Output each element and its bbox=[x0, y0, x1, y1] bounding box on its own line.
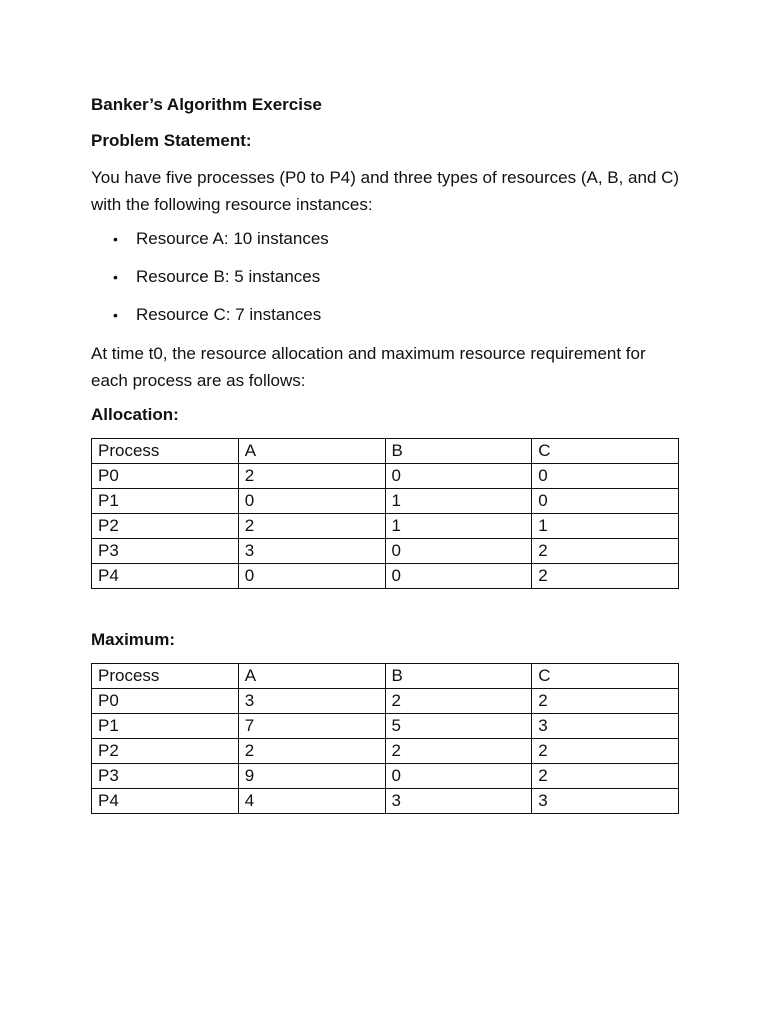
table-row bbox=[92, 689, 679, 714]
spacer bbox=[91, 589, 681, 627]
table-cell: P4 bbox=[92, 789, 239, 814]
table-cell: 2 bbox=[532, 539, 679, 564]
list-item bbox=[91, 264, 681, 290]
table-cell: 2 bbox=[385, 689, 532, 714]
table-cell: 3 bbox=[238, 539, 385, 564]
table-cell: P3 bbox=[92, 539, 239, 564]
table-cell: 7 bbox=[238, 714, 385, 739]
document-title: Banker’s Algorithm Exercise bbox=[91, 95, 322, 114]
table-row bbox=[92, 489, 679, 514]
table-header-cell: A bbox=[238, 664, 385, 689]
maximum-table bbox=[91, 663, 679, 814]
table-cell: P1 bbox=[92, 489, 239, 514]
table-cell: 0 bbox=[385, 464, 532, 489]
table-cell: 2 bbox=[238, 739, 385, 764]
bullet-icon: • bbox=[113, 307, 118, 323]
table-cell: 1 bbox=[532, 514, 679, 539]
table-row bbox=[92, 539, 679, 564]
table-cell: 1 bbox=[385, 489, 532, 514]
table-header-cell: B bbox=[385, 439, 532, 464]
resource-b-text: Resource B: 5 instances bbox=[136, 267, 321, 286]
table-cell: 2 bbox=[532, 564, 679, 589]
maximum-heading: Maximum: bbox=[91, 630, 176, 649]
table-cell: 2 bbox=[532, 739, 679, 764]
table-cell: 3 bbox=[532, 714, 679, 739]
table-cell: 2 bbox=[532, 689, 679, 714]
table-cell: 3 bbox=[238, 689, 385, 714]
table-row bbox=[92, 764, 679, 789]
resource-c-text: Resource C: 7 instances bbox=[136, 305, 322, 324]
table-cell: 4 bbox=[238, 789, 385, 814]
table-cell: 1 bbox=[385, 514, 532, 539]
table-cell: 2 bbox=[385, 739, 532, 764]
table-cell: 5 bbox=[385, 714, 532, 739]
table-cell: 9 bbox=[238, 764, 385, 789]
problem-statement-heading: Problem Statement: bbox=[91, 131, 252, 150]
table-row bbox=[92, 714, 679, 739]
table-cell: P3 bbox=[92, 764, 239, 789]
table-header-cell: C bbox=[532, 439, 679, 464]
table-cell: 3 bbox=[385, 789, 532, 814]
table-cell: P2 bbox=[92, 739, 239, 764]
document-page bbox=[91, 92, 681, 814]
table-row bbox=[92, 739, 679, 764]
table-cell: 2 bbox=[238, 514, 385, 539]
table-header-row bbox=[92, 439, 679, 464]
list-item bbox=[91, 226, 681, 252]
table-header-cell: Process bbox=[92, 664, 239, 689]
table-cell: P0 bbox=[92, 464, 239, 489]
resource-list bbox=[91, 226, 681, 328]
table-cell: 2 bbox=[238, 464, 385, 489]
bullet-icon: • bbox=[113, 269, 118, 285]
table-cell: 0 bbox=[238, 489, 385, 514]
table-cell: 0 bbox=[532, 464, 679, 489]
table-header-cell: B bbox=[385, 664, 532, 689]
allocation-table bbox=[91, 438, 679, 589]
bullet-icon: • bbox=[113, 231, 118, 247]
time-paragraph: At time t0, the resource allocation and maximum resource requirement for each process are as follows: bbox=[91, 344, 646, 390]
table-cell: P1 bbox=[92, 714, 239, 739]
table-cell: 0 bbox=[385, 564, 532, 589]
table-cell: 2 bbox=[532, 764, 679, 789]
table-header-cell: Process bbox=[92, 439, 239, 464]
table-row bbox=[92, 514, 679, 539]
table-row bbox=[92, 464, 679, 489]
resource-a-text: Resource A: 10 instances bbox=[136, 229, 329, 248]
table-cell: 0 bbox=[532, 489, 679, 514]
table-cell: P4 bbox=[92, 564, 239, 589]
table-cell: 0 bbox=[238, 564, 385, 589]
table-row bbox=[92, 564, 679, 589]
table-cell: 0 bbox=[385, 764, 532, 789]
table-cell: P2 bbox=[92, 514, 239, 539]
table-header-cell: C bbox=[532, 664, 679, 689]
allocation-heading: Allocation: bbox=[91, 405, 179, 424]
table-row bbox=[92, 789, 679, 814]
table-header-row bbox=[92, 664, 679, 689]
list-item bbox=[91, 302, 681, 328]
table-cell: 0 bbox=[385, 539, 532, 564]
intro-paragraph: You have five processes (P0 to P4) and three types of resources (A, B, and C) with the following resource instances: bbox=[91, 168, 680, 214]
table-cell: P0 bbox=[92, 689, 239, 714]
table-header-cell: A bbox=[238, 439, 385, 464]
table-cell: 3 bbox=[532, 789, 679, 814]
